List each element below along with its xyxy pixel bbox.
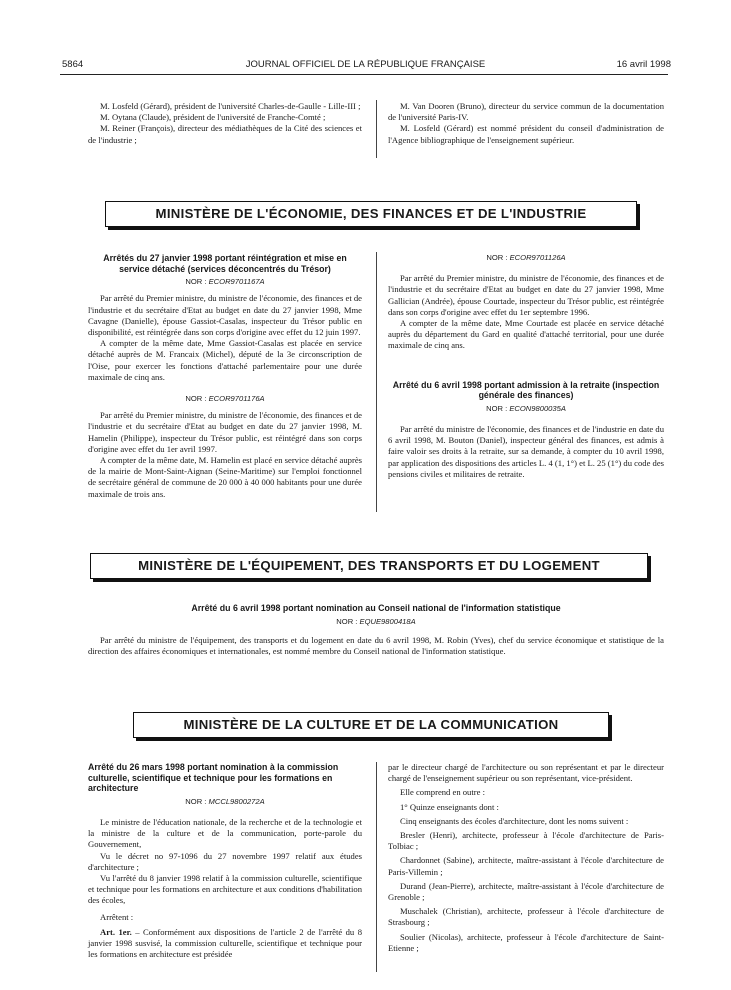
top-left-entry: M. Reiner (François), directeur des médiathèques de la Cité des sciences et de l'industrie ; [88, 123, 362, 145]
top-right-entry: M. Losfeld (Gérard) est nommé président du conseil d'administration de l'Agence bibliographique de l'enseignement supérieur. [388, 123, 664, 145]
article-label: Art. 1er. [100, 926, 132, 937]
list-item: Soulier (Nicolas), architecte, professeur à l'école d'architecture de Saint-Etienne ; [388, 931, 664, 953]
paragraph: A compter de la même date, Mme Gassiot-Casalas est placée en service détaché auprès de M. Francaix (Michel), député de la 3e circonscription de l'Oise, pour exercer les fonctions d'attaché parlementaire pour une durée maximale de cinq ans. [88, 338, 362, 382]
issue-date: 16 avril 1998 [616, 59, 671, 70]
column-divider [376, 100, 377, 158]
arretent: Arrêtent : [100, 911, 134, 922]
culture-right-column [388, 762, 664, 954]
paragraph: Vu l'arrêté du 8 janvier 1998 relatif à la commission culturelle, scientifique et technique pour les formations en architecture et aux conditions d'habilitation des écoles, [88, 873, 362, 906]
economie-right-column [388, 252, 664, 480]
list-item: Chardonnet (Sabine), architecte, maître-assistant à l'école d'architecture de Paris-Villemin ; [388, 855, 664, 877]
equipement-section [88, 603, 664, 657]
paragraph: Par arrêté du Premier ministre, du ministre de l'économie, des finances et de l'industrie et du secrétaire d'Etat au budget en date du 27 janvier 1998, Mme Cavagne (Danielle), épouse Gassiot-Casalas, inspecteur du Trésor public en disponibilité, est réintégrée dans son corps d'origine avec effet du 12 juin 1997. [88, 293, 362, 337]
paragraph: Par arrêté du Premier ministre, du ministre de l'économie, des finances et de l'industrie et du secrétaire d'Etat au budget en date du 27 janvier 1998, Mme Gallician (Andrée), épouse Courtade, inspecteur du Trésor public, est réintégrée dans son corps d'origine avec effet du 1er septembre 1996. [388, 273, 664, 317]
list-item: Durand (Jean-Pierre), architecte, maître-assistant à l'école d'architecture de Grenoble ; [388, 880, 664, 903]
paragraph: 1° Quinze enseignants dont : [400, 801, 499, 812]
ministry-heading-economie: MINISTÈRE DE L'ÉCONOMIE, DES FINANCES ET DE L'INDUSTRIE [105, 201, 637, 227]
list-item: Muschalek (Christian), architecte, professeur à l'école d'architecture de Strasbourg ; [388, 906, 664, 928]
top-right-column [388, 101, 664, 146]
top-left-entry: M. Oytana (Claude), président de l'université de Franche-Comté ; [100, 112, 326, 123]
top-left-column [88, 101, 362, 146]
paragraph: par le directeur chargé de l'architecture ou son représentant et par le directeur chargé de l'enseignement supérieur ou son représentant, vice-président. [388, 762, 664, 784]
paragraph: Elle comprend en outre : [400, 787, 485, 798]
arrete-title: Arrêtés du 27 janvier 1998 portant réintégration et mise en service détaché (services déconcentrés du Trésor) [103, 253, 347, 274]
page-number: 5864 [62, 59, 84, 70]
paragraph: A compter de la même date, M. Hamelin est placé en service détaché auprès de la mairie de Mont-Saint-Aignan (Seine-Maritime) sur l'emploi fonctionnel de secrétaire général de commune de 20 000 à 40 000 habitants pour une durée maximale de trois ans. [88, 455, 362, 499]
culture-left-column [88, 762, 362, 960]
paragraph: Par arrêté du ministre de l'équipement, des transports et du logement en date du 6 avril 1998, M. Robin (Yves), chef du service économique et statistique de la direction des affaires économiques et internationales, est nommé membre du Conseil national de l'information statistique. [88, 634, 664, 656]
paragraph: A compter de la même date, Mme Courtade est placée en service détaché auprès du département du Gard en qualité d'attaché territorial, pour une durée maximale de cinq ans. [388, 318, 664, 351]
economie-left-column [88, 253, 362, 500]
list-item: Bresler (Henri), architecte, professeur à l'école d'architecture de Paris-Tolbiac ; [388, 830, 664, 852]
top-right-entry: M. Van Dooren (Bruno), directeur du service commun de la documentation de l'université Paris-IV. [388, 101, 664, 123]
top-left-entry: M. Losfeld (Gérard), président de l'université Charles-de-Gaulle - Lille-III ; [100, 101, 361, 111]
journal-title: JOURNAL OFFICIEL DE LA RÉPUBLIQUE FRANÇAISE [245, 59, 486, 70]
paragraph: Vu le décret no 97-1096 du 27 novembre 1997 relatif aux études d'architecture ; [88, 850, 362, 872]
column-divider [376, 252, 377, 512]
arrete-title: Arrêté du 26 mars 1998 portant nomination à la commission culturelle, scientifique et technique pour les formations en architecture [88, 762, 339, 794]
column-divider [376, 762, 377, 972]
ministry-heading-culture: MINISTÈRE DE LA CULTURE ET DE LA COMMUNICATION [133, 712, 609, 738]
arrete-title: Arrêté du 6 avril 1998 portant nomination au Conseil national de l'information statistique [191, 603, 561, 613]
paragraph: Par arrêté du ministre de l'économie, des finances et de l'industrie en date du 6 avril 1998, M. Bouton (Daniel), inspecteur général des finances, est admis à faire valoir ses droits à la retraite, sur sa demande, à compter du 10 avril 1998, par application des dispositions des articles L. 4 (1, 1°) et L. 25 (1°) du code des pensions civiles et militaires de retraite. [388, 424, 664, 479]
ministry-heading-equipement: MINISTÈRE DE L'ÉQUIPEMENT, DES TRANSPORTS ET DU LOGEMENT [90, 553, 648, 579]
paragraph: Cinq enseignants des écoles d'architecture, dont les noms suivent : [400, 815, 629, 826]
nor-reference: NOR : EQUE9800418A [336, 616, 416, 626]
nor-reference: NOR : ECON9800035A [486, 403, 566, 413]
article-1: Art. 1er. – Conformément aux dispositions de l'article 2 de l'arrêté du 8 janvier 1998 susvisé, la commission culturelle, scientifique et technique pour les formations en architecture est présidée [88, 926, 362, 960]
header-rule [60, 74, 668, 75]
arrete-title: Arrêté du 6 avril 1998 portant admission à la retraite (inspection générale des finances) [392, 379, 660, 401]
nor-reference: NOR : MCCL9800272A [185, 796, 265, 806]
paragraph: Le ministre de l'éducation nationale, de la recherche et de la technologie et la ministre de la culture et de la communication, porte-parole du Gouvernement, [88, 816, 362, 850]
nor-reference: NOR : ECOR9701167A [185, 277, 265, 287]
nor-reference: NOR : ECOR9701176A [185, 394, 265, 404]
paragraph: Par arrêté du Premier ministre, du ministre de l'économie, des finances et de l'industrie et du secrétaire d'Etat au budget en date du 27 janvier 1998, M. Hamelin (Philippe), inspecteur du Trésor public, est réintégré dans son corps d'origine avec effet du 1er avril 1997. [88, 410, 362, 454]
nor-reference: NOR : ECOR9701126A [486, 253, 566, 262]
